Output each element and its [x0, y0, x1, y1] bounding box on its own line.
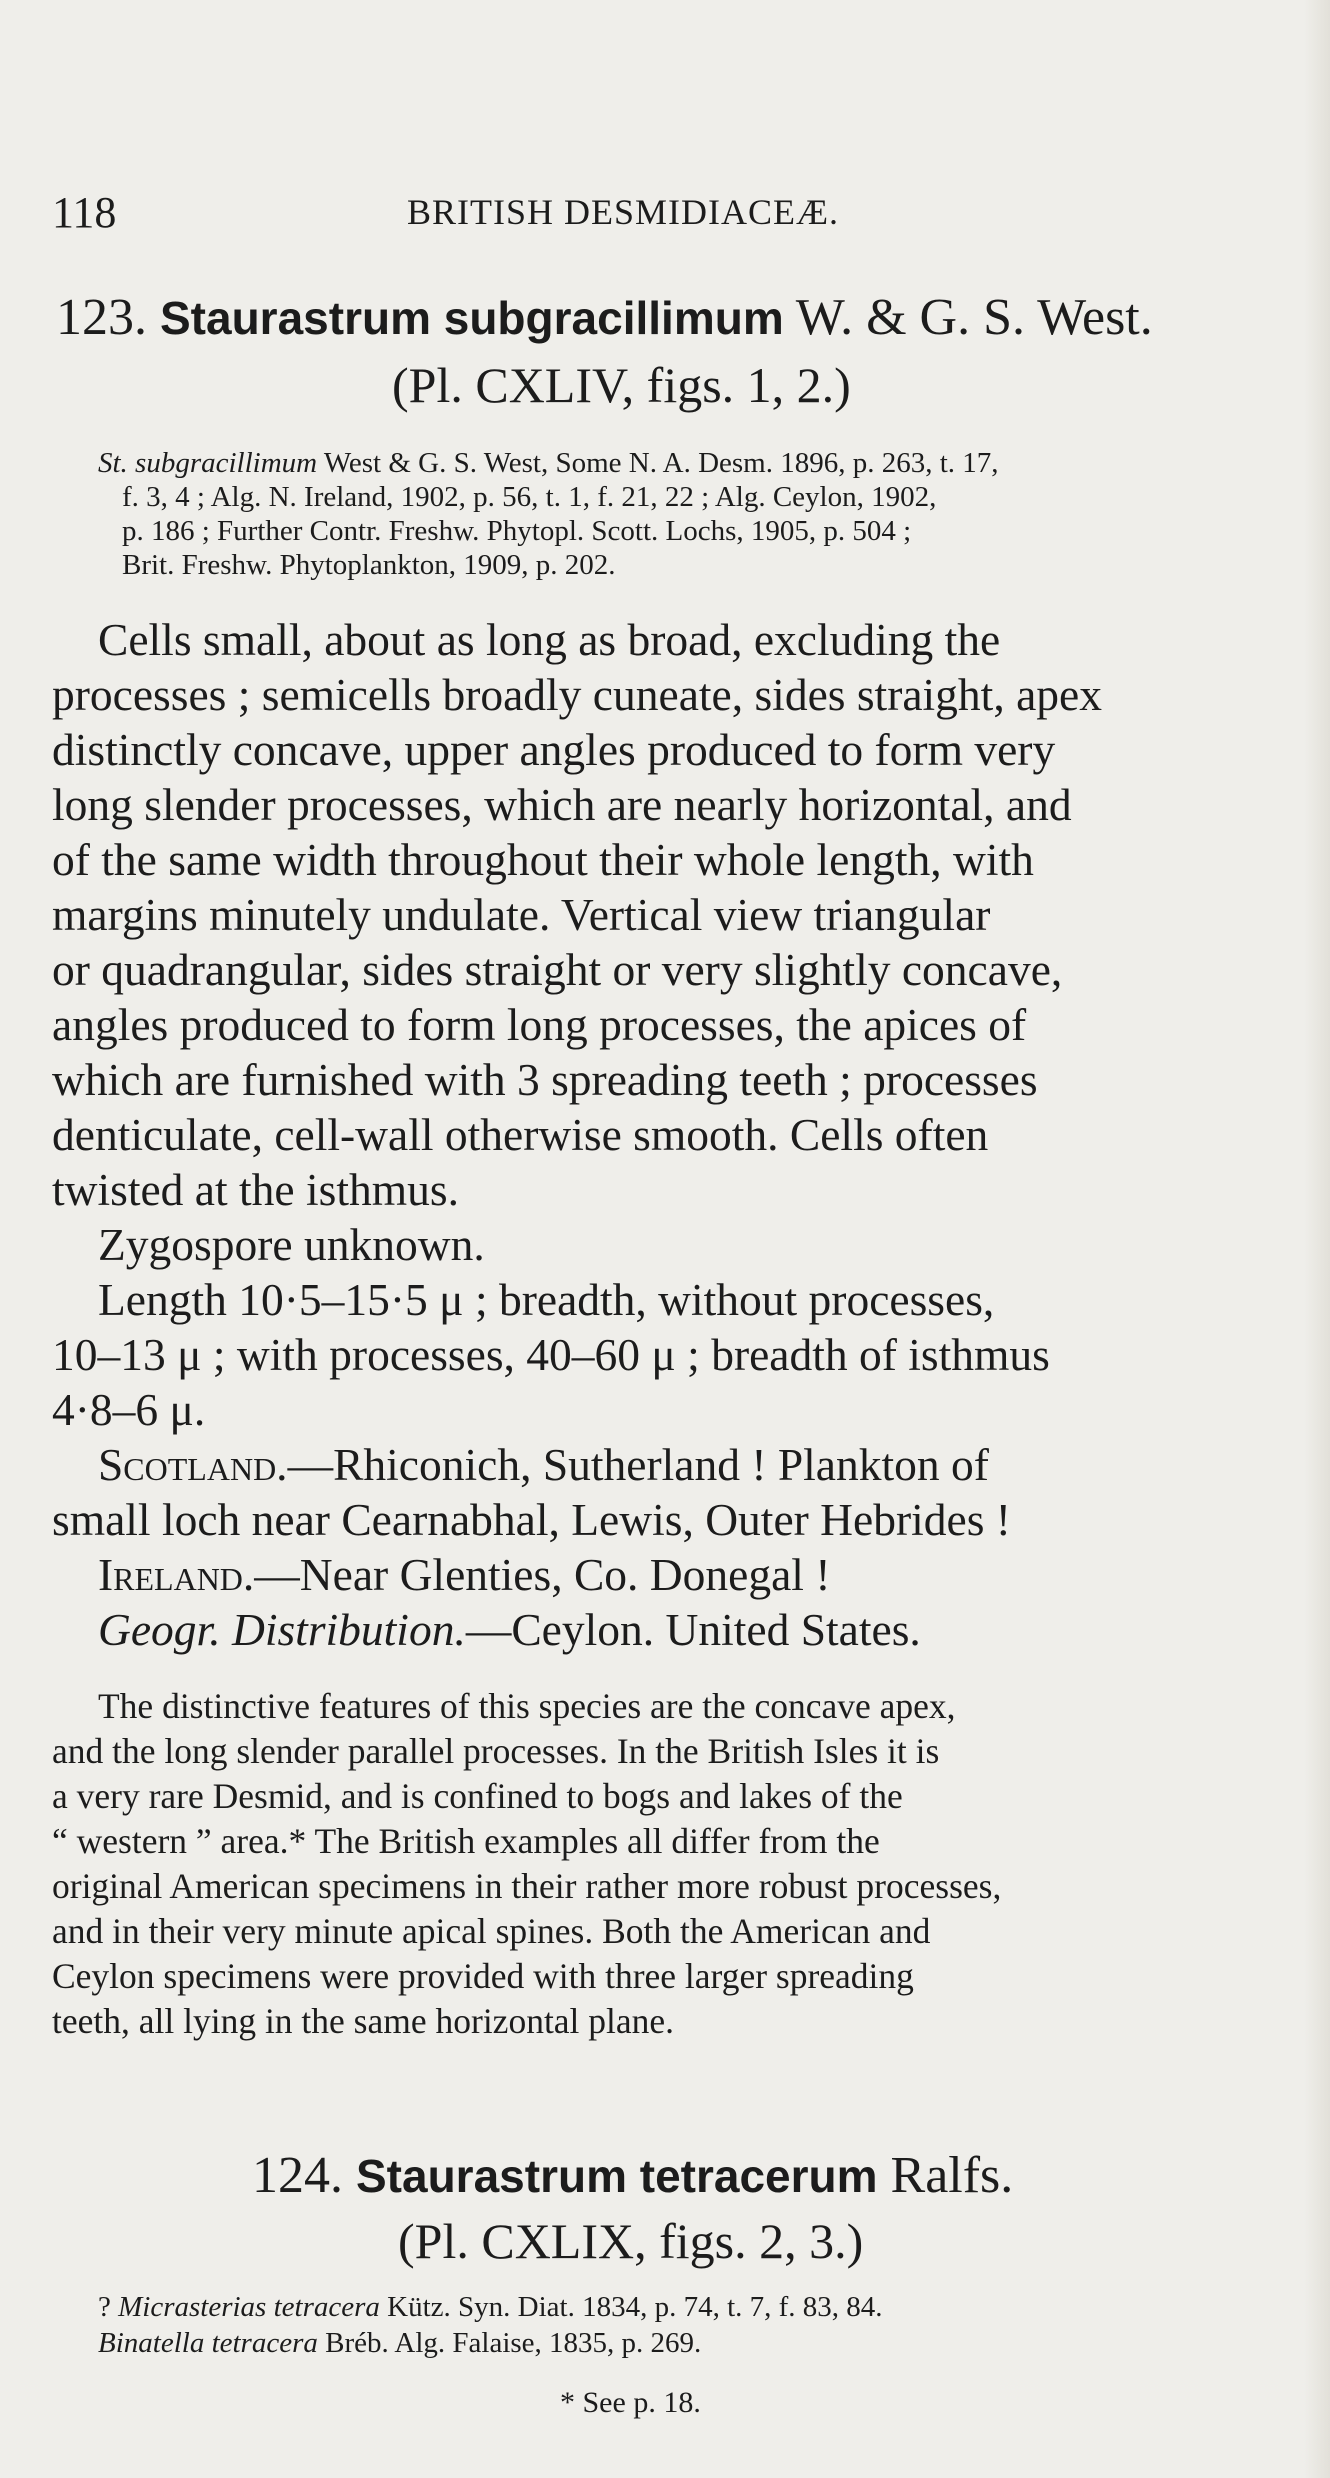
- species-123-localities: [52, 1437, 1292, 1667]
- species-124-number: 124.: [252, 2147, 343, 2204]
- distribution-label: Geogr. Distribution.: [98, 1604, 466, 1655]
- species-123-synonymy-line: Brit. Freshw. Phytoplankton, 1909, p. 202.: [122, 549, 616, 581]
- description-line: or quadrangular, sides straight or very slightly concave,: [52, 944, 1063, 995]
- ireland-label: Ireland.: [98, 1549, 255, 1600]
- scotland-text: —Rhiconich, Sutherland ! Plankton of: [287, 1439, 989, 1490]
- ireland-text: —Near Glenties, Co. Donegal !: [254, 1549, 831, 1600]
- dimensions-line: Length 10·5–15·5 μ ; breadth, without processes,: [98, 1274, 995, 1325]
- distribution-line: [98, 1602, 921, 1657]
- species-123-plate-ref: (Pl. CXLIV, figs. 1, 2.): [392, 357, 851, 413]
- page-edge-shadow: [1304, 0, 1330, 2478]
- remarks-line: teeth, all lying in the same horizontal plane.: [52, 2001, 675, 2041]
- description-line: processes ; semicells broadly cuneate, sides straight, apex: [52, 669, 1102, 720]
- running-title: BRITISH DESMIDIACEÆ.: [407, 192, 840, 232]
- dimensions-line: 10–13 μ ; with processes, 40–60 μ ; breadth of isthmus: [52, 1329, 1050, 1380]
- species-123-description: [52, 612, 1292, 1332]
- species-124-name: Staurastrum tetracerum: [356, 2150, 878, 2202]
- scotland-line: [98, 1437, 989, 1492]
- description-line: Cells small, about as long as broad, excluding the: [98, 614, 1001, 665]
- species-123-synonymy-line: [98, 446, 999, 480]
- species-124-synonymy-line: [98, 2290, 883, 2324]
- footnote: * See p. 18.: [560, 2386, 701, 2419]
- species-124-plate-ref: (Pl. CXLIX, figs. 2, 3.): [398, 2213, 864, 2269]
- dimensions-line: 4·8–6 μ.: [52, 1384, 206, 1435]
- ireland-line: [98, 1547, 830, 1602]
- species-124-synonymy-line: [98, 2326, 701, 2360]
- remarks-line: original American specimens in their rather more robust processes,: [52, 1866, 1002, 1906]
- species-123-authority: W. & G. S. West.: [795, 289, 1153, 346]
- scotland-line-2: small loch near Cearnabhal, Lewis, Outer Hebrides !: [52, 1494, 1011, 1545]
- species-123-dimensions: [52, 1272, 1292, 1442]
- species-124-heading: [252, 2146, 1013, 2205]
- species-123-number: 123.: [56, 289, 147, 346]
- synonym-italic-name: St. subgracillimum: [98, 447, 318, 479]
- remarks-line: and in their very minute apical spines. Both the American and: [52, 1911, 931, 1951]
- species-123-name: Staurastrum subgracillimum: [160, 292, 784, 344]
- species-123-synonymy-line: f. 3, 4 ; Alg. N. Ireland, 1902, p. 56, t. 1, f. 21, 22 ; Alg. Ceylon, 1902,: [122, 481, 937, 513]
- synonym-italic-name: Micrasterias tetracera: [118, 2291, 380, 2323]
- description-line: angles produced to form long processes, the apices of: [52, 999, 1027, 1050]
- synonym-citation: West & G. S. West, Some N. A. Desm. 1896, p. 263, t. 17,: [317, 447, 999, 479]
- species-123-remarks: [52, 1684, 1292, 2054]
- description-line: denticulate, cell-wall otherwise smooth. Cells often: [52, 1109, 989, 1160]
- species-123-heading: [56, 288, 1153, 347]
- remarks-line: a very rare Desmid, and is confined to bogs and lakes of the: [52, 1776, 903, 1816]
- synonym-query-mark: ?: [98, 2291, 119, 2323]
- species-124-authority: Ralfs.: [890, 2147, 1014, 2204]
- remarks-line: and the long slender parallel processes. In the British Isles it is: [52, 1731, 940, 1771]
- synonym-citation: Kütz. Syn. Diat. 1834, p. 74, t. 7, f. 83, 84.: [379, 2291, 883, 2323]
- running-head: [52, 187, 1287, 247]
- synonym-citation: Bréb. Alg. Falaise, 1835, p. 269.: [317, 2327, 702, 2359]
- description-line: which are furnished with 3 spreading teeth ; processes: [52, 1054, 1038, 1105]
- species-123-synonymy-line: p. 186 ; Further Contr. Freshw. Phytopl. Scott. Lochs, 1905, p. 504 ;: [122, 515, 912, 547]
- page-number: 118: [52, 188, 117, 237]
- distribution-text: —Ceylon. United States.: [465, 1604, 921, 1655]
- remarks-line: “ western ” area.* The British examples all differ from the: [52, 1821, 880, 1861]
- scotland-label: Scotland.: [98, 1439, 288, 1490]
- description-line: margins minutely undulate. Vertical view triangular: [52, 889, 991, 940]
- remarks-line: Ceylon specimens were provided with three larger spreading: [52, 1956, 914, 1996]
- description-line: twisted at the isthmus.: [52, 1164, 459, 1215]
- zygospore-line: Zygospore unknown.: [98, 1219, 485, 1270]
- description-line: of the same width throughout their whole length, with: [52, 834, 1034, 885]
- description-line: long slender processes, which are nearly horizontal, and: [52, 779, 1072, 830]
- remarks-line: The distinctive features of this species are the concave apex,: [98, 1686, 956, 1726]
- synonym-italic-name: Binatella tetracera: [98, 2327, 318, 2359]
- description-line: distinctly concave, upper angles produced to form very: [52, 724, 1056, 775]
